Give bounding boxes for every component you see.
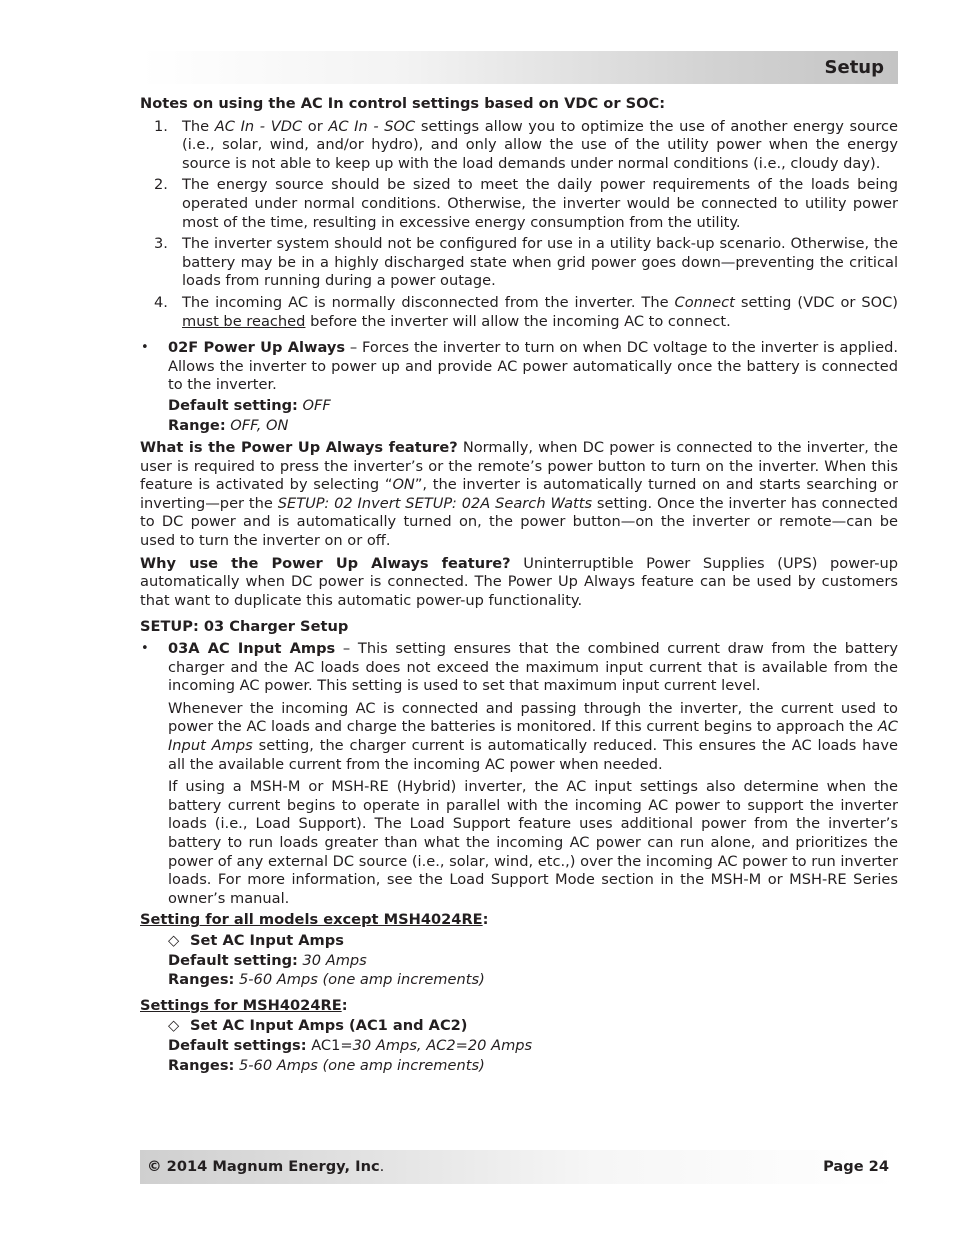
note-underline: must be reached [182, 312, 306, 330]
charger-paragraph-2 [168, 700, 898, 774]
note-text: settings allow you to optimize the use of another energy source (i.e., solar, wind, and/or hydro), and only allow the use of the utility power when the energy source is not able to keep up with the load demands under normal conditions (i.e., cloudy day). [182, 117, 898, 172]
why-use-paragraph [140, 555, 898, 611]
default-prefix: AC1= [306, 1036, 353, 1054]
paragraph-emphasis: SETUP: 02 Invert SETUP: 02A Search Watts [277, 494, 593, 512]
power-up-bullet [140, 339, 898, 435]
footer-bar [140, 1150, 898, 1184]
msh4024-heading [140, 997, 898, 1016]
note-text: The [182, 117, 215, 135]
what-is-paragraph [140, 439, 898, 551]
diamond-icon: ◇ [168, 1017, 180, 1035]
question-label: Why use the Power Up Always feature? [140, 554, 511, 572]
list-item [140, 118, 898, 174]
charger-heading: SETUP: 03 Charger Setup [140, 618, 349, 636]
msh4024-block [140, 1017, 898, 1075]
list-item [140, 176, 898, 232]
list-number: 4. [154, 293, 168, 311]
note-text: The incoming AC is normally disconnected from the inverter. The [182, 293, 675, 311]
paragraph-emphasis: ON [392, 476, 415, 494]
default-label: Default settings: [168, 1036, 307, 1054]
page-number: Page 24 [823, 1158, 889, 1175]
copyright-period: . [379, 1158, 385, 1175]
paragraph-emphasis: AC Input Amps [168, 718, 898, 754]
default-value: 30 Amps [297, 951, 367, 969]
header-bar [140, 51, 898, 84]
list-number: 1. [154, 117, 168, 135]
setting-item: Set AC Input Amps (AC1 and AC2) [190, 1017, 468, 1035]
default-value: OFF [297, 396, 331, 414]
list-item [140, 235, 898, 291]
page-content [140, 95, 898, 1075]
paragraph-text: Whenever the incoming AC is connected and passing through the inverter, the current used to power the AC loads and charge the batteries is monitored. If this current begins to approach the [168, 699, 898, 736]
note-emphasis: AC In - VDC [214, 117, 303, 135]
default-label: Default setting: [168, 951, 298, 969]
diamond-icon: ◇ [168, 931, 180, 949]
note-emphasis: Connect [674, 293, 735, 311]
copyright-text: © 2014 Magnum Energy, Inc [147, 1158, 380, 1175]
setting-description: – This setting ensures that the combined current draw from the battery charger and the AC loads does not exceed the maximum input current that is available from the incoming AC power. This setting is used to set that maximum input current level. [168, 640, 898, 695]
copyright [147, 1158, 384, 1177]
note-emphasis: AC In - SOC [328, 117, 416, 135]
subsection-heading: Settings for MSH4024RE [140, 996, 342, 1014]
note-text: The inverter system should not be configured for use in a utility back-up scenario. Otherwise, the battery may be in a highly discharged state when grid power goes down—preventing the critical loads from running during a power outage. [182, 235, 898, 290]
notes-list [140, 118, 898, 332]
paragraph-text: setting, the charger current is automatically reduced. This ensures the AC loads have all the available current from the incoming AC power when needed. [168, 737, 898, 773]
ac-input-bullet [140, 640, 898, 908]
range-label: Ranges: [168, 1056, 235, 1074]
note-text: before the inverter will allow the incoming AC to connect. [305, 312, 731, 330]
note-text: setting (VDC or SOC) [734, 293, 898, 311]
bullet-dot: • [141, 340, 149, 356]
setting-item: Set AC Input Amps [190, 931, 344, 949]
list-item [140, 294, 898, 331]
default-value: 30 Amps, AC2=20 Amps [352, 1036, 533, 1054]
section-title: Setup [824, 57, 884, 78]
notes-heading: Notes on using the AC In control settings based on VDC or SOC: [140, 95, 666, 112]
range-value: 5-60 Amps (one amp increments) [234, 971, 485, 989]
default-label: Default setting: [168, 396, 298, 414]
charger-paragraph-3: If using a MSH-M or MSH-RE (Hybrid) inverter, the AC input settings also determine when the battery current begins to operate in parallel with the incoming AC power to support the inverter loads (i.e., Load Support). The Load Support feature uses additional power from the inverter’s battery to run loads greater than what the incoming AC power can run alone, and prioritizes the power of any external DC source (i.e., solar, wind, etc.,) over the incoming AC power to run inverter loads. For more information, see the Load Support Mode section in the MSH-M or MSH-RE Series owner’s manual. [168, 778, 898, 907]
bullet-dot: • [141, 641, 149, 657]
setting-title: 03A AC Input Amps [168, 640, 336, 658]
question-label: What is the Power Up Always feature? [140, 439, 458, 457]
range-value: 5-60 Amps (one amp increments) [234, 1056, 485, 1074]
subsection-heading: Setting for all models except MSH4024RE [140, 911, 483, 929]
note-text: The energy source should be sized to meet the daily power requirements of the loads being operated under normal conditions. Otherwise, the inverter would be connected to utility power most of the time, resulting in excessive energy consumption from the utility. [182, 176, 898, 231]
all-models-heading [140, 911, 898, 930]
paragraph-text: ”, the inverter is automatically turned on and starts searching or inverting—per the [140, 476, 898, 512]
all-models-block [140, 932, 898, 990]
paragraph-text: Uninterruptible Power Supplies (UPS) power-up automatically when DC power is connected. The Power Up Always feature can be used by customers that want to duplicate this automatic power-up functionality. [140, 554, 898, 609]
setting-description: – Forces the inverter to turn on when DC voltage to the inverter is applied. Allows the inverter to power up and provide AC power automatically once the battery is connected to the inverter. [168, 339, 898, 394]
paragraph-text: setting. Once the inverter has connected to DC power and is automatically turned on, the power button—on the inverter or remote—can be used to turn the inverter on or off. [140, 494, 898, 550]
setting-title: 02F Power Up Always [168, 339, 346, 357]
range-label: Range: [168, 416, 226, 434]
note-text: or [302, 117, 329, 135]
paragraph-text: Normally, when DC power is connected to the inverter, the user is required to press the inverter’s or the remote’s power button to turn on the inverter. When this feature is activated by selecting “ [140, 439, 898, 494]
list-number: 3. [154, 235, 168, 253]
range-label: Ranges: [168, 971, 235, 989]
heading-colon: : [341, 996, 348, 1014]
heading-colon: : [482, 911, 489, 929]
range-value: OFF, ON [225, 416, 289, 434]
list-number: 2. [154, 176, 168, 194]
